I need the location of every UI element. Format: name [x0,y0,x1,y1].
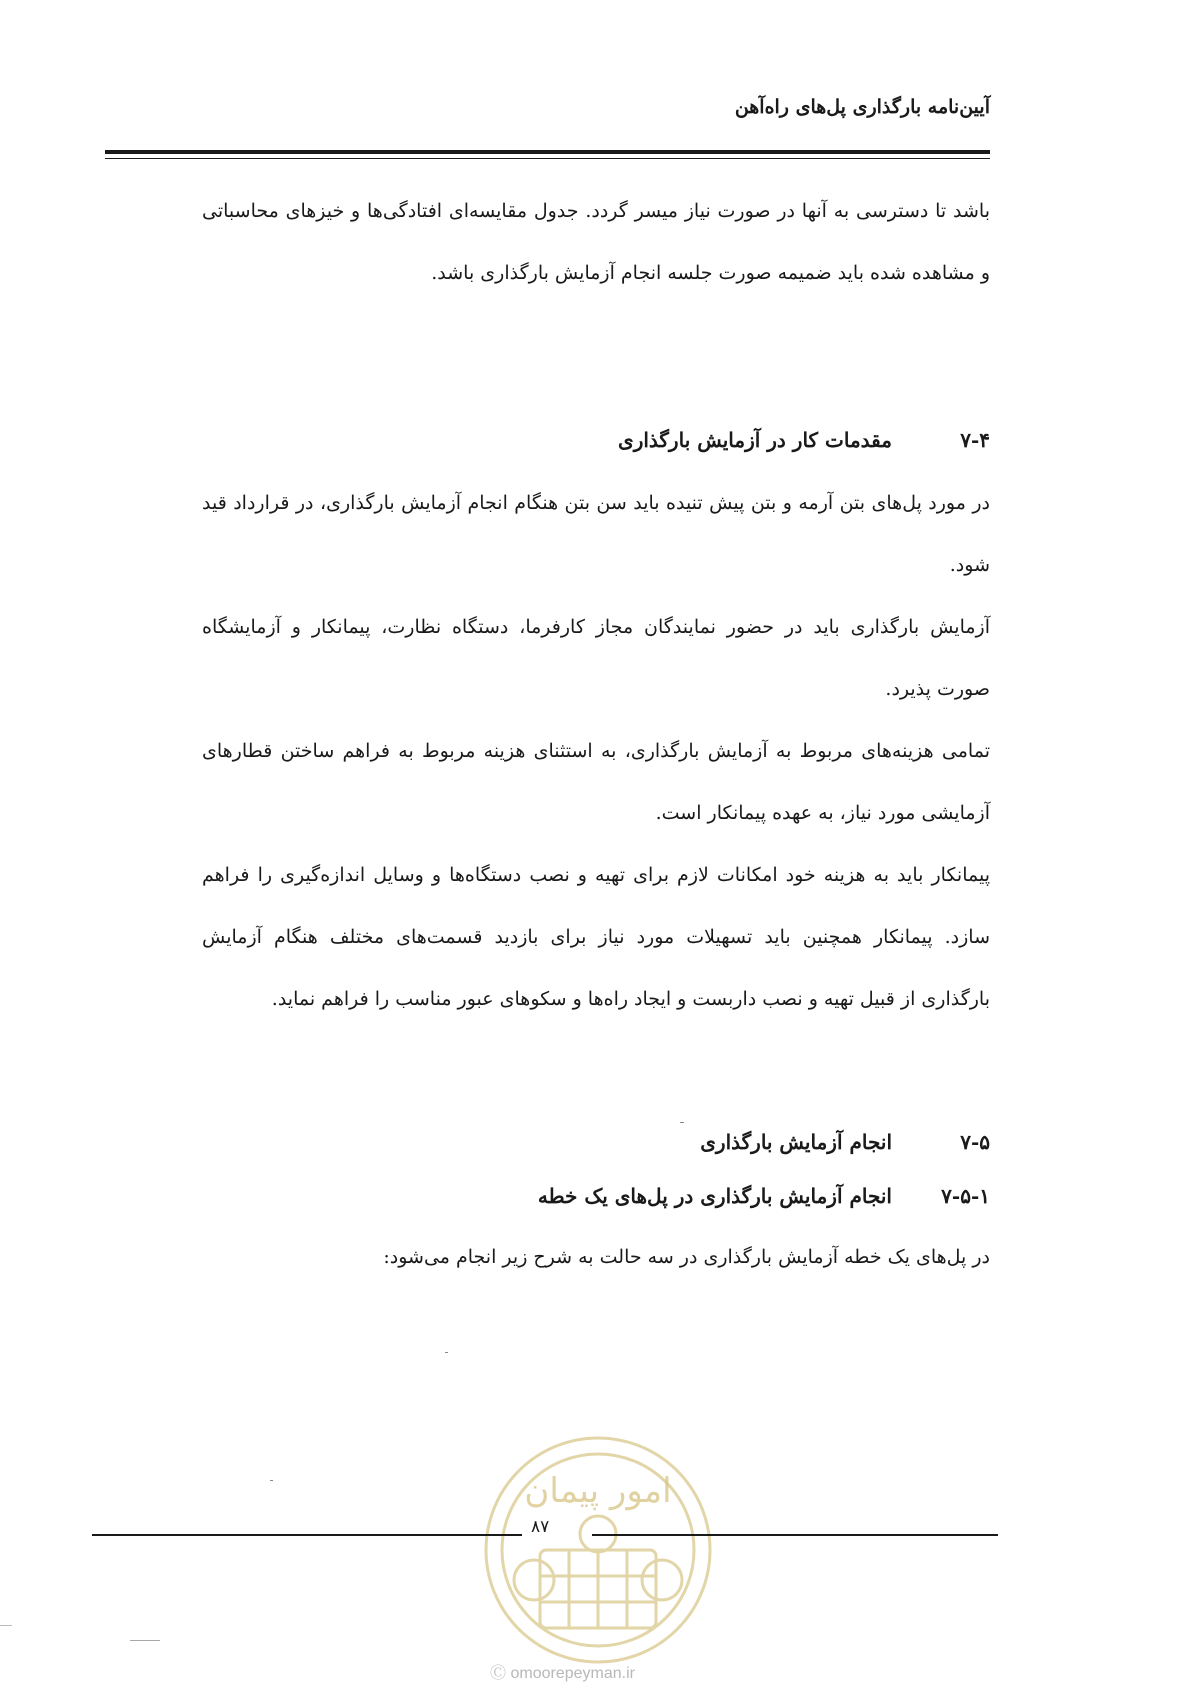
watermark-url-text: omoorepeyman.ir [510,1665,635,1682]
watermark-url [490,1660,635,1683]
section-4-7-number: ۷-۴ [960,428,990,452]
watermark-stamp-text: امور پیمان [524,1471,672,1511]
header-rule-thick [105,150,990,154]
scan-speck [130,1640,160,1641]
section-5-7-title: انجام آزمایش بارگذاری [700,1130,892,1154]
section-5-7-number: ۷-۵ [960,1130,990,1154]
section-4-7-paragraph-4: پیمانکار باید به هزینه خود امکانات لازم برای تهیه و نصب دستگاه‌ها و وسایل اندازه‌گیری را فراهم سازد. پیمانکار همچنین باید تسهیلات مورد نیاز برای بازدید قسمت‌های مختلف هنگام آزمایش بارگذاری از قبیل تهیه و نصب داربست و ایجاد راه‌ها و سکوهای عبور مناسب را فراهم نماید. [202,864,990,1010]
scan-speck [445,1352,448,1353]
page-number: ۸۷ [525,1517,555,1537]
footer-rule-left [92,1534,522,1536]
scan-speck [270,1480,273,1481]
section-4-7-paragraph-1: در مورد پل‌های بتن آرمه و بتن پیش تنیده باید سن بتن هنگام انجام آزمایش بارگذاری، در قرارداد قید شود. [202,492,990,576]
intro-paragraph: باشد تا دسترسی به آنها در صورت نیاز میسر گردد. جدول مقایسه‌ای افتادگی‌ها و خیزهای محاسباتی و مشاهده شده باید ضمیمه صورت جلسه انجام آزمایش بارگذاری باشد. [202,200,990,284]
scan-speck [680,1122,684,1123]
section-4-7-paragraph-2: آزمایش بارگذاری باید در حضور نمایندگان مجاز کارفرما، دستگاه نظارت، پیمانکار و آزمایشگاه صورت پذیرد. [202,616,990,700]
header-rule-thin [105,158,990,159]
watermark-stamp-logo [478,1430,718,1670]
section-4-7-title: مقدمات کار در آزمایش بارگذاری [618,428,892,452]
section-5-7-1-number: ۷-۵-۱ [941,1184,990,1208]
scan-speck [0,1625,12,1626]
section-5-7-1-title: انجام آزمایش بارگذاری در پل‌های یک خطه [537,1184,892,1208]
running-header-title: آیین‌نامه بارگذاری پل‌های راه‌آهن [734,96,990,118]
footer-rule-right [592,1534,998,1536]
section-4-7-paragraph-3: تمامی هزینه‌های مربوط به آزمایش بارگذاری، به استثنای هزینه مربوط به فراهم ساختن قطارهای آزمایشی مورد نیاز، به عهده پیمانکار است. [202,740,990,824]
section-5-7-1-paragraph: در پل‌های یک خطه آزمایش بارگذاری در سه حالت به شرح زیر انجام می‌شود: [383,1246,990,1268]
at-icon: Ⓒ [490,1665,507,1682]
